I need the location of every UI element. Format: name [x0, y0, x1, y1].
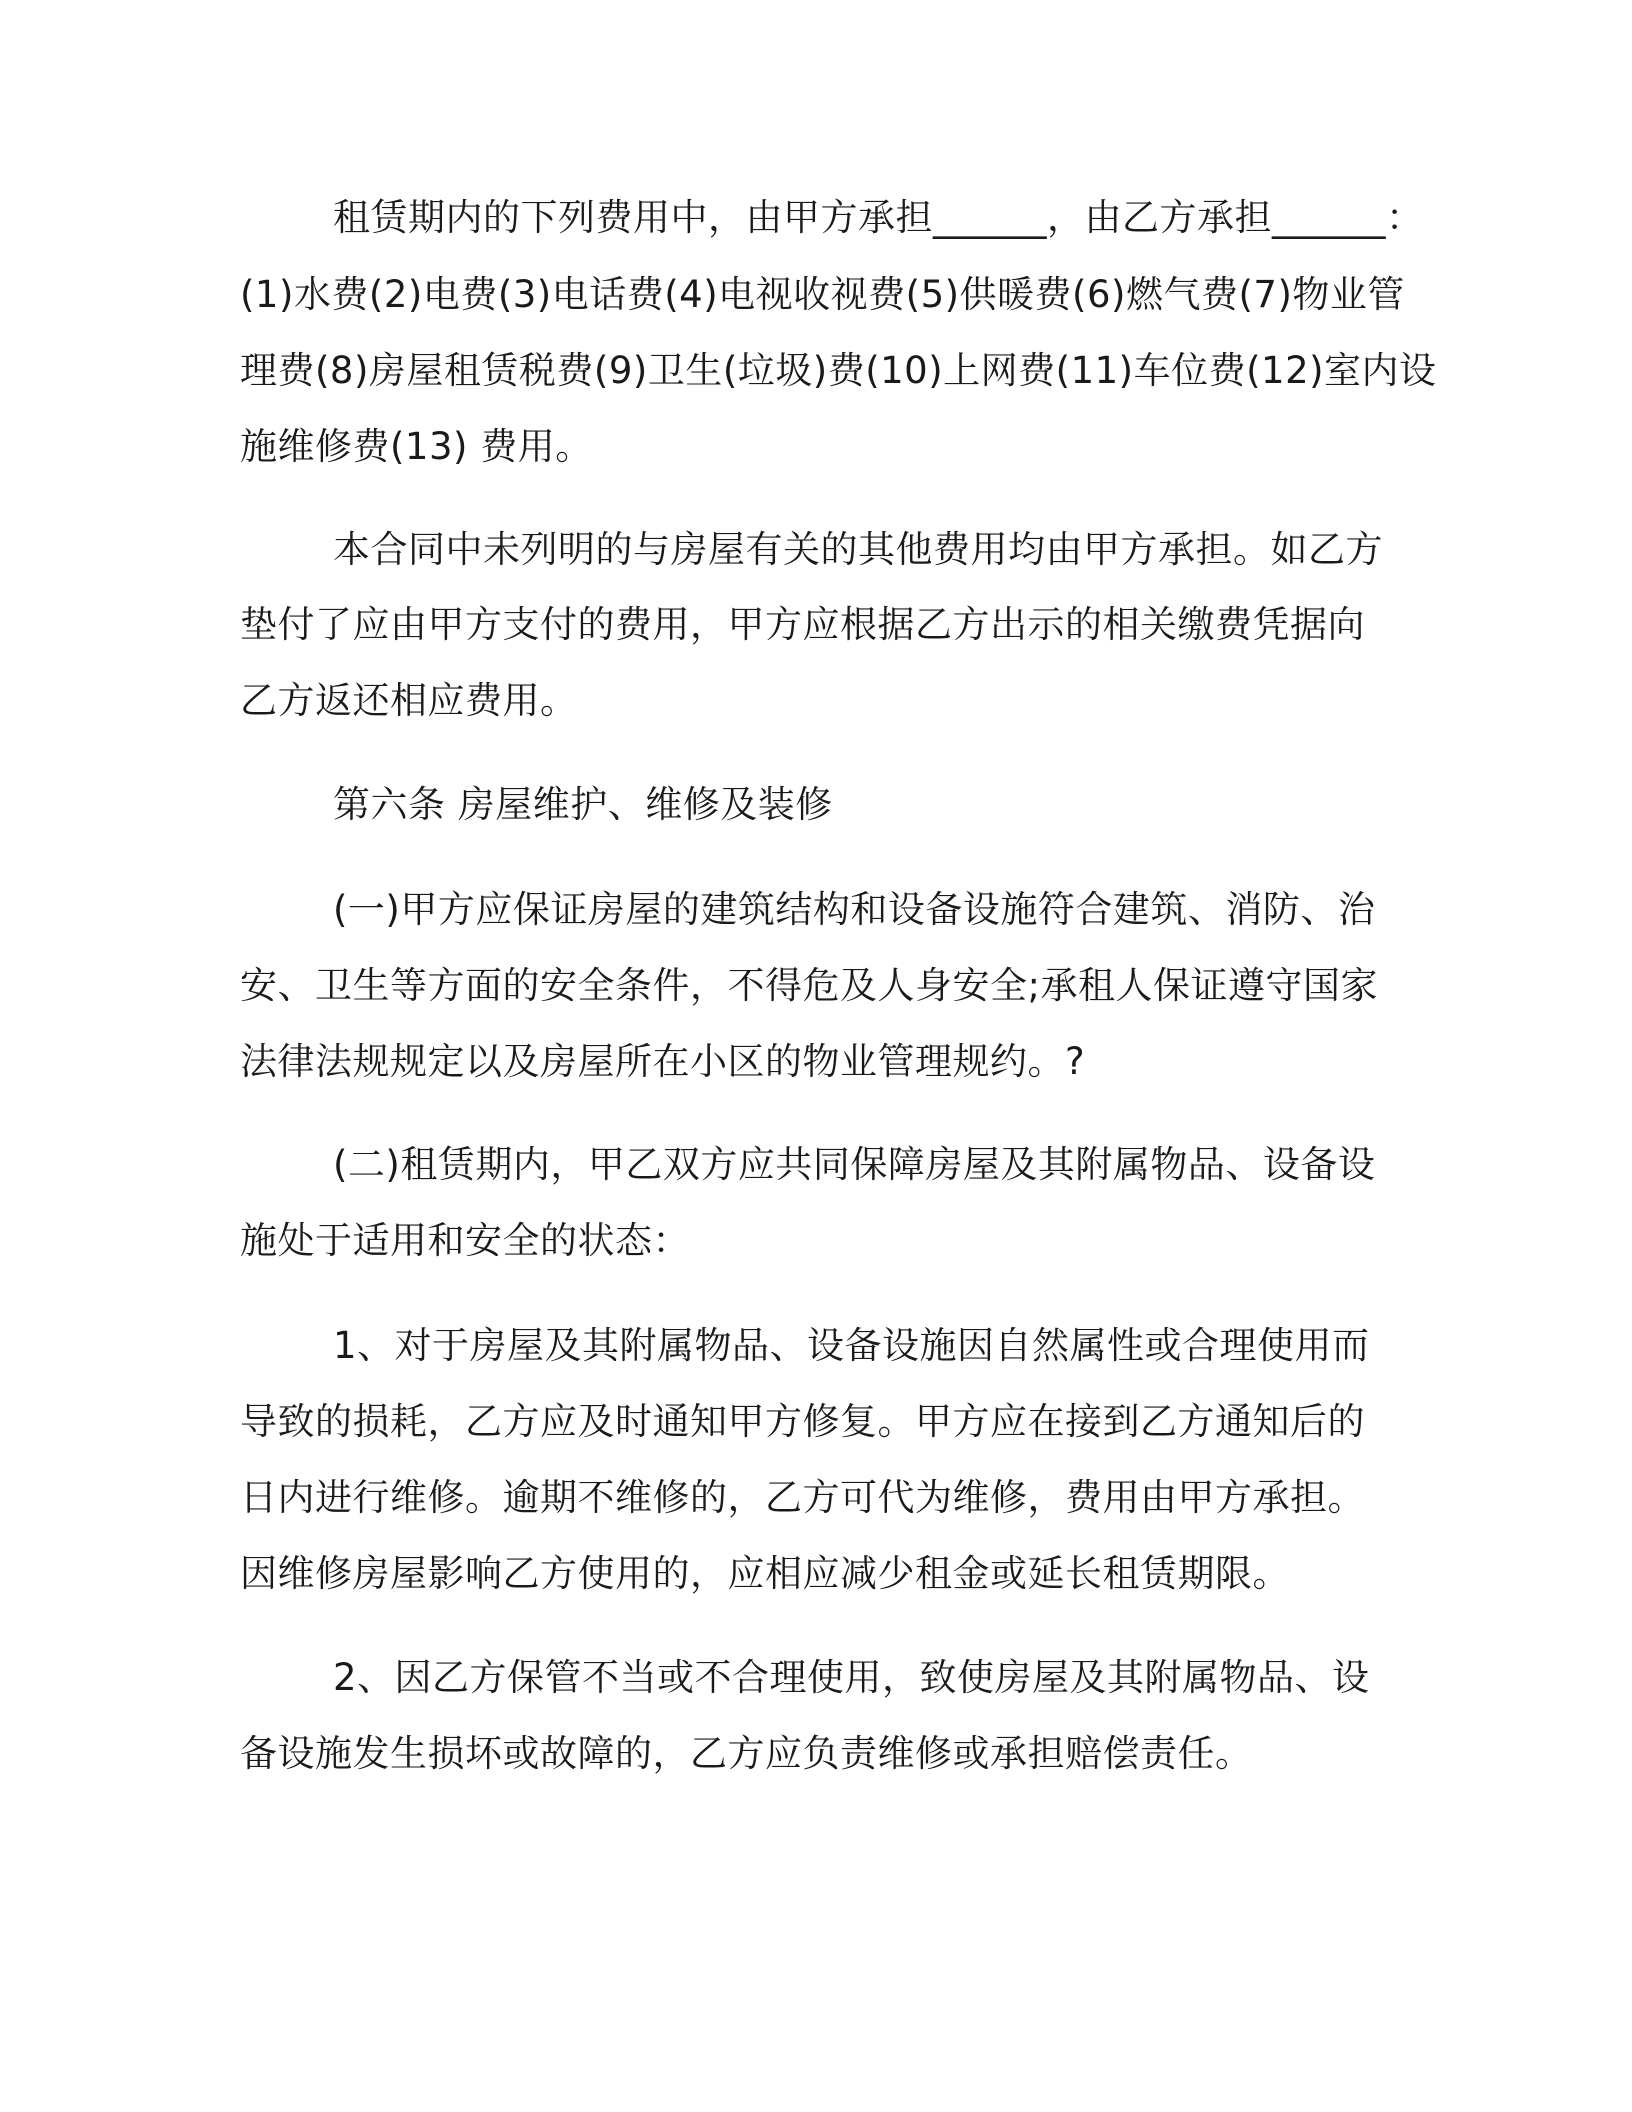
paragraph-line: 施处于适用和安全的状态：	[240, 1219, 690, 1262]
paragraph-line: 安、卫生等方面的安全条件，不得危及人身安全;承租人保证遵守国家	[240, 964, 1378, 1007]
paragraph-line: 法律法规规定以及房屋所在小区的物业管理规约。?	[240, 1040, 1086, 1083]
section-heading: 第六条 房屋维护、维修及装修	[333, 783, 833, 826]
paragraph-line: 理费(8)房屋租赁税费(9)卫生(垃圾)费(10)上网费(11)车位费(12)室内设	[240, 349, 1437, 392]
paragraph-line: 日内进行维修。逾期不维修的，乙方可代为维修，费用由甲方承担。	[240, 1476, 1365, 1519]
paragraph-line: 租赁期内的下列费用中，由甲方承担______，由乙方承担______：	[333, 196, 1424, 239]
paragraph-line: 因维修房屋影响乙方使用的，应相应减少租金或延长租赁期限。	[240, 1552, 1290, 1595]
paragraph-line: (1)水费(2)电费(3)电话费(4)电视收视费(5)供暖费(6)燃气费(7)物业管	[240, 273, 1405, 316]
paragraph-line: 2、因乙方保管不当或不合理使用，致使房屋及其附属物品、设	[333, 1656, 1370, 1699]
paragraph-line: 垫付了应由甲方支付的费用，甲方应根据乙方出示的相关缴费凭据向	[240, 603, 1365, 646]
paragraph-line: (二)租赁期内，甲乙双方应共同保障房屋及其附属物品、设备设	[333, 1143, 1376, 1186]
paragraph-line: 施维修费(13) 费用。	[240, 425, 593, 468]
paragraph-line: (一)甲方应保证房屋的建筑结构和设备设施符合建筑、消防、治	[333, 888, 1376, 931]
paragraph-line: 乙方返还相应费用。	[240, 679, 578, 722]
paragraph-line: 1、对于房屋及其附属物品、设备设施因自然属性或合理使用而	[333, 1324, 1370, 1367]
paragraph-line: 本合同中未列明的与房屋有关的其他费用均由甲方承担。如乙方	[333, 528, 1383, 571]
paragraph-line: 导致的损耗，乙方应及时通知甲方修复。甲方应在接到乙方通知后的	[240, 1400, 1365, 1443]
paragraph-line: 备设施发生损坏或故障的，乙方应负责维修或承担赔偿责任。	[240, 1732, 1253, 1775]
